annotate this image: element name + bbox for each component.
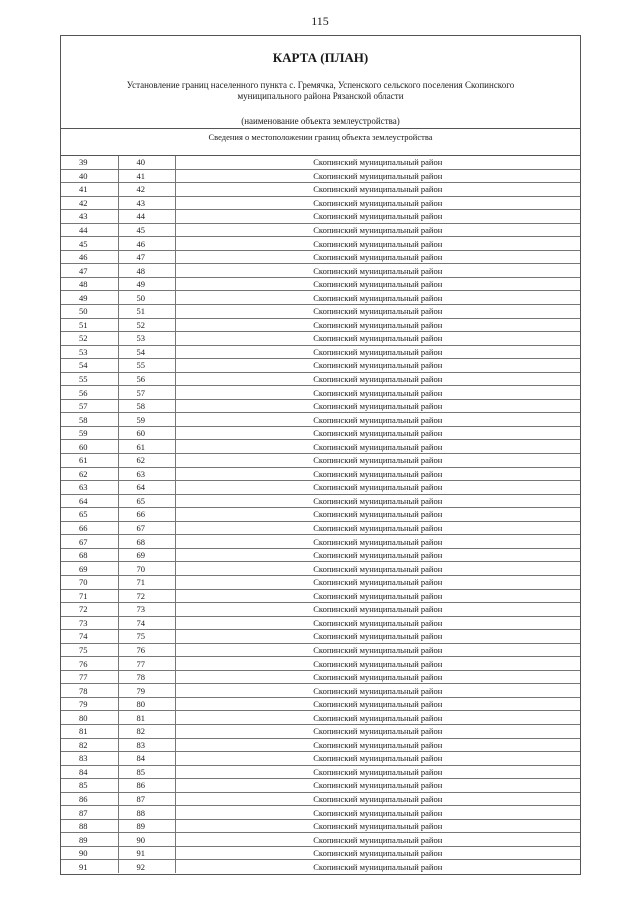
point-from-cell: 59	[61, 426, 118, 440]
table-row	[61, 711, 580, 725]
point-to-cell: 44	[118, 210, 175, 224]
point-to-cell: 51	[118, 305, 175, 319]
point-from-cell: 64	[61, 494, 118, 508]
description-cell: Скопинский муниципальный район	[175, 711, 580, 725]
subtitle-line-1: Установление границ населенного пункта с. Гремячка, Успенского сельского поселения Скопинского	[126, 80, 515, 90]
point-from-cell: 48	[61, 277, 118, 291]
point-to-cell: 80	[118, 697, 175, 711]
table-row	[61, 833, 580, 847]
description-cell: Скопинский муниципальный район	[175, 481, 580, 495]
point-from-cell: 57	[61, 399, 118, 413]
table-row	[61, 277, 580, 291]
table-row	[61, 223, 580, 237]
point-to-cell: 89	[118, 819, 175, 833]
description-cell: Скопинский муниципальный район	[175, 277, 580, 291]
description-cell: Скопинский муниципальный район	[175, 372, 580, 386]
point-to-cell: 56	[118, 372, 175, 386]
point-from-cell: 42	[61, 196, 118, 210]
description-cell: Скопинский муниципальный район	[175, 616, 580, 630]
point-to-cell: 86	[118, 779, 175, 793]
description-cell: Скопинский муниципальный район	[175, 765, 580, 779]
point-to-cell: 74	[118, 616, 175, 630]
point-from-cell: 41	[61, 183, 118, 197]
description-cell: Скопинский муниципальный район	[175, 630, 580, 644]
point-from-cell: 54	[61, 359, 118, 373]
point-to-cell: 64	[118, 481, 175, 495]
point-to-cell: 67	[118, 521, 175, 535]
point-from-cell: 62	[61, 467, 118, 481]
title-block	[61, 36, 580, 129]
table-row	[61, 291, 580, 305]
point-to-cell: 49	[118, 277, 175, 291]
table-row	[61, 548, 580, 562]
description-cell: Скопинский муниципальный район	[175, 535, 580, 549]
point-to-cell: 62	[118, 454, 175, 468]
point-from-cell: 45	[61, 237, 118, 251]
description-cell: Скопинский муниципальный район	[175, 833, 580, 847]
table-row	[61, 250, 580, 264]
point-to-cell: 63	[118, 467, 175, 481]
point-from-cell: 90	[61, 846, 118, 860]
table-row	[61, 454, 580, 468]
point-to-cell: 84	[118, 752, 175, 766]
description-cell: Скопинский муниципальный район	[175, 494, 580, 508]
boundary-table	[61, 156, 580, 873]
point-from-cell: 80	[61, 711, 118, 725]
point-to-cell: 68	[118, 535, 175, 549]
description-cell: Скопинский муниципальный район	[175, 670, 580, 684]
description-cell: Скопинский муниципальный район	[175, 846, 580, 860]
page-number: 115	[311, 14, 329, 28]
point-from-cell: 75	[61, 643, 118, 657]
description-cell: Скопинский муниципальный район	[175, 508, 580, 522]
point-from-cell: 68	[61, 548, 118, 562]
point-to-cell: 47	[118, 250, 175, 264]
point-from-cell: 81	[61, 724, 118, 738]
point-from-cell: 63	[61, 481, 118, 495]
table-row	[61, 670, 580, 684]
point-from-cell: 77	[61, 670, 118, 684]
point-to-cell: 92	[118, 860, 175, 873]
document-subtitle	[81, 80, 560, 102]
description-cell: Скопинский муниципальный район	[175, 738, 580, 752]
point-to-cell: 53	[118, 332, 175, 346]
table-row	[61, 481, 580, 495]
point-from-cell: 53	[61, 345, 118, 359]
point-to-cell: 46	[118, 237, 175, 251]
table-row	[61, 752, 580, 766]
description-cell: Скопинский муниципальный район	[175, 426, 580, 440]
point-from-cell: 71	[61, 589, 118, 603]
point-to-cell: 88	[118, 806, 175, 820]
table-row	[61, 765, 580, 779]
point-from-cell: 73	[61, 616, 118, 630]
table-row	[61, 684, 580, 698]
table-row	[61, 440, 580, 454]
description-cell: Скопинский муниципальный район	[175, 359, 580, 373]
table-row	[61, 630, 580, 644]
point-from-cell: 58	[61, 413, 118, 427]
description-cell: Скопинский муниципальный район	[175, 575, 580, 589]
table-row	[61, 183, 580, 197]
point-to-cell: 90	[118, 833, 175, 847]
point-to-cell: 85	[118, 765, 175, 779]
point-from-cell: 40	[61, 169, 118, 183]
table-row	[61, 643, 580, 657]
description-cell: Скопинский муниципальный район	[175, 548, 580, 562]
description-cell: Скопинский муниципальный район	[175, 684, 580, 698]
description-cell: Скопинский муниципальный район	[175, 657, 580, 671]
table-row	[61, 237, 580, 251]
table-row	[61, 657, 580, 671]
description-cell: Скопинский муниципальный район	[175, 562, 580, 576]
subtitle-line-2: муниципального района Рязанской области	[237, 91, 404, 101]
description-cell: Скопинский муниципальный район	[175, 223, 580, 237]
point-from-cell: 39	[61, 156, 118, 169]
table-row	[61, 210, 580, 224]
table-row	[61, 575, 580, 589]
table-row	[61, 494, 580, 508]
description-cell: Скопинский муниципальный район	[175, 643, 580, 657]
point-from-cell: 47	[61, 264, 118, 278]
table-row	[61, 169, 580, 183]
table-row	[61, 467, 580, 481]
point-to-cell: 82	[118, 724, 175, 738]
point-from-cell: 60	[61, 440, 118, 454]
point-from-cell: 79	[61, 697, 118, 711]
description-cell: Скопинский муниципальный район	[175, 291, 580, 305]
point-from-cell: 82	[61, 738, 118, 752]
table-row	[61, 413, 580, 427]
point-from-cell: 55	[61, 372, 118, 386]
point-from-cell: 46	[61, 250, 118, 264]
point-to-cell: 61	[118, 440, 175, 454]
table-row	[61, 860, 580, 873]
description-cell: Скопинский муниципальный район	[175, 318, 580, 332]
point-from-cell: 67	[61, 535, 118, 549]
description-cell: Скопинский муниципальный район	[175, 332, 580, 346]
point-from-cell: 43	[61, 210, 118, 224]
description-cell: Скопинский муниципальный район	[175, 603, 580, 617]
table-row	[61, 724, 580, 738]
point-from-cell: 78	[61, 684, 118, 698]
description-cell: Скопинский муниципальный район	[175, 724, 580, 738]
document-title: КАРТА (ПЛАН)	[272, 50, 369, 65]
description-cell: Скопинский муниципальный район	[175, 697, 580, 711]
point-to-cell: 59	[118, 413, 175, 427]
table-row	[61, 792, 580, 806]
point-from-cell: 50	[61, 305, 118, 319]
description-cell: Скопинский муниципальный район	[175, 345, 580, 359]
point-from-cell: 61	[61, 454, 118, 468]
point-to-cell: 52	[118, 318, 175, 332]
table-row	[61, 305, 580, 319]
document-frame	[60, 35, 581, 875]
table-row	[61, 589, 580, 603]
point-from-cell: 72	[61, 603, 118, 617]
point-to-cell: 79	[118, 684, 175, 698]
description-cell: Скопинский муниципальный район	[175, 169, 580, 183]
description-cell: Скопинский муниципальный район	[175, 521, 580, 535]
point-to-cell: 48	[118, 264, 175, 278]
table-row	[61, 318, 580, 332]
description-cell: Скопинский муниципальный район	[175, 386, 580, 400]
table-row	[61, 345, 580, 359]
table-row	[61, 535, 580, 549]
point-to-cell: 50	[118, 291, 175, 305]
point-from-cell: 65	[61, 508, 118, 522]
table-row	[61, 616, 580, 630]
description-cell: Скопинский муниципальный район	[175, 792, 580, 806]
point-to-cell: 66	[118, 508, 175, 522]
point-from-cell: 85	[61, 779, 118, 793]
point-to-cell: 87	[118, 792, 175, 806]
point-to-cell: 65	[118, 494, 175, 508]
object-type-note: (наименование объекта землеустройства)	[241, 116, 400, 126]
point-from-cell: 83	[61, 752, 118, 766]
table-row	[61, 332, 580, 346]
description-cell: Скопинский муниципальный район	[175, 399, 580, 413]
point-from-cell: 89	[61, 833, 118, 847]
description-cell: Скопинский муниципальный район	[175, 210, 580, 224]
table-row	[61, 426, 580, 440]
point-to-cell: 54	[118, 345, 175, 359]
section-header: Сведения о местоположении границ объекта землеустройства	[61, 129, 580, 156]
description-cell: Скопинский муниципальный район	[175, 752, 580, 766]
point-from-cell: 86	[61, 792, 118, 806]
description-cell: Скопинский муниципальный район	[175, 305, 580, 319]
point-to-cell: 73	[118, 603, 175, 617]
description-cell: Скопинский муниципальный район	[175, 196, 580, 210]
description-cell: Скопинский муниципальный район	[175, 183, 580, 197]
point-from-cell: 87	[61, 806, 118, 820]
description-cell: Скопинский муниципальный район	[175, 237, 580, 251]
description-cell: Скопинский муниципальный район	[175, 264, 580, 278]
table-row	[61, 738, 580, 752]
table-row	[61, 846, 580, 860]
point-to-cell: 72	[118, 589, 175, 603]
table-row	[61, 819, 580, 833]
table-row	[61, 399, 580, 413]
description-cell: Скопинский муниципальный район	[175, 454, 580, 468]
point-to-cell: 76	[118, 643, 175, 657]
point-to-cell: 41	[118, 169, 175, 183]
description-cell: Скопинский муниципальный район	[175, 250, 580, 264]
description-cell: Скопинский муниципальный район	[175, 819, 580, 833]
point-to-cell: 60	[118, 426, 175, 440]
point-from-cell: 69	[61, 562, 118, 576]
point-to-cell: 42	[118, 183, 175, 197]
description-cell: Скопинский муниципальный район	[175, 156, 580, 169]
description-cell: Скопинский муниципальный район	[175, 806, 580, 820]
point-from-cell: 49	[61, 291, 118, 305]
table-row	[61, 196, 580, 210]
description-cell: Скопинский муниципальный район	[313, 861, 443, 872]
boundary-table-body	[61, 156, 580, 873]
point-to-cell: 70	[118, 562, 175, 576]
table-row	[61, 156, 580, 169]
table-row	[61, 806, 580, 820]
table-row	[61, 386, 580, 400]
description-cell: Скопинский муниципальный район	[175, 589, 580, 603]
point-to-cell: 55	[118, 359, 175, 373]
point-to-cell: 43	[118, 196, 175, 210]
point-to-cell: 77	[118, 657, 175, 671]
table-row	[61, 603, 580, 617]
point-from-cell: 44	[61, 223, 118, 237]
point-from-cell: 74	[61, 630, 118, 644]
point-to-cell: 75	[118, 630, 175, 644]
table-row	[61, 521, 580, 535]
point-to-cell: 58	[118, 399, 175, 413]
point-from-cell: 91	[61, 860, 118, 873]
table-row	[61, 562, 580, 576]
point-to-cell: 81	[118, 711, 175, 725]
point-from-cell: 56	[61, 386, 118, 400]
point-from-cell: 51	[61, 318, 118, 332]
table-row	[61, 359, 580, 373]
point-from-cell: 52	[61, 332, 118, 346]
point-to-cell: 45	[118, 223, 175, 237]
point-from-cell: 66	[61, 521, 118, 535]
table-row	[61, 508, 580, 522]
point-from-cell: 70	[61, 575, 118, 589]
point-to-cell: 91	[118, 846, 175, 860]
table-row	[61, 697, 580, 711]
point-from-cell: 76	[61, 657, 118, 671]
description-cell: Скопинский муниципальный район	[175, 440, 580, 454]
point-from-cell: 88	[61, 819, 118, 833]
point-to-cell: 40	[118, 156, 175, 169]
table-row	[61, 372, 580, 386]
point-to-cell: 78	[118, 670, 175, 684]
point-to-cell: 83	[118, 738, 175, 752]
point-to-cell: 69	[118, 548, 175, 562]
point-from-cell: 84	[61, 765, 118, 779]
description-cell: Скопинский муниципальный район	[175, 467, 580, 481]
description-cell: Скопинский муниципальный район	[175, 779, 580, 793]
table-row	[61, 779, 580, 793]
description-cell: Скопинский муниципальный район	[175, 413, 580, 427]
point-to-cell: 57	[118, 386, 175, 400]
point-to-cell: 71	[118, 575, 175, 589]
table-row	[61, 264, 580, 278]
